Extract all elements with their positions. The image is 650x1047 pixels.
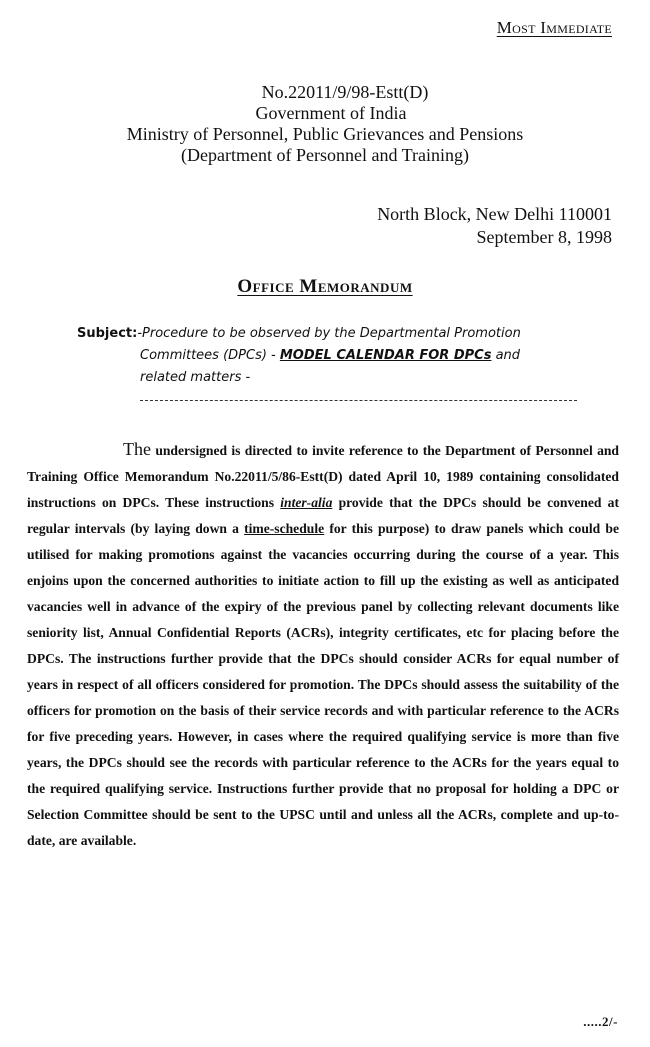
subject-text-4: related matters - [140,370,251,385]
page-continuation: .....2/- [583,1014,618,1029]
subject-line-1 [77,323,617,345]
subject-label: Subject: [77,326,138,341]
subject-line-2 [77,345,617,367]
body-text-3: for this purpose) to draw panels which could be utilised for making promotions against the vacancies occurring during the course of a year. This enjoins upon the concerned authorities to initiate action to fill up the existing as well as anticipated vacancies well in advance of the expiry of the previous panel by collecting relevant documents like seniority list, Annual Confidential Reports (ACRs), integrity certificates, etc for placing before the DPCs. The instructions further provide that the DPCs should consider ACRs for equal number of years in respect of all officers considered for promotion. The DPCs should assess the suitability of the officers for promotion on the basis of their service records and with particular reference to the ACRs for five preceding years. However, in cases where the required qualifying service is more than five years, the DPCs should see the records with particular reference to the ACRs for the years equal to the required qualifying service. Instructions further provide that no proposal for holding a DPC or Selection Committee should be sent to the UPSC until and unless all the ACRs, complete and up-to-date, are available. [27,521,619,848]
subject-line-3 [77,367,617,389]
date: September 8, 1998 [476,227,612,247]
document-header [0,82,650,166]
priority-label: Most Immediate [496,18,612,37]
body-paragraph [27,436,619,854]
subject-text-3: and [491,348,521,363]
body-text-2: provide that the DPCs should be convened at regular intervals (by laying down a [27,495,619,536]
body-text-1: undersigned is directed to invite reference to the Department of Personnel and Training Office Memorandum No.22011/5/86-Estt(D) dated April 10, 1989 containing consolidated instructions on DPCs. These instructions [27,443,619,510]
place-date-block [377,203,612,249]
government-name: Government of India [255,103,407,123]
body-first-word: The [123,439,151,459]
place: North Block, New Delhi 110001 [377,204,612,224]
ministry-name: Ministry of Personnel, Public Grievances and Pensions [126,124,524,144]
body-inter-alia: inter-alia [280,495,333,510]
subject-emphasis: MODEL CALENDAR FOR DPCs [279,348,492,363]
subject-text-1: -Procedure to be observed by the Departmental Promotion [137,326,521,341]
subject-text-2: Committees (DPCs) - [140,348,280,363]
subject-block [77,323,617,389]
department-name: (Department of Personnel and Training) [181,145,469,165]
dashed-separator [140,400,577,401]
body-time-schedule: time-schedule [244,521,325,536]
memo-title: Office Memorandum [237,276,413,297]
memo-number: No.22011/9/98-Estt(D) [261,82,429,102]
